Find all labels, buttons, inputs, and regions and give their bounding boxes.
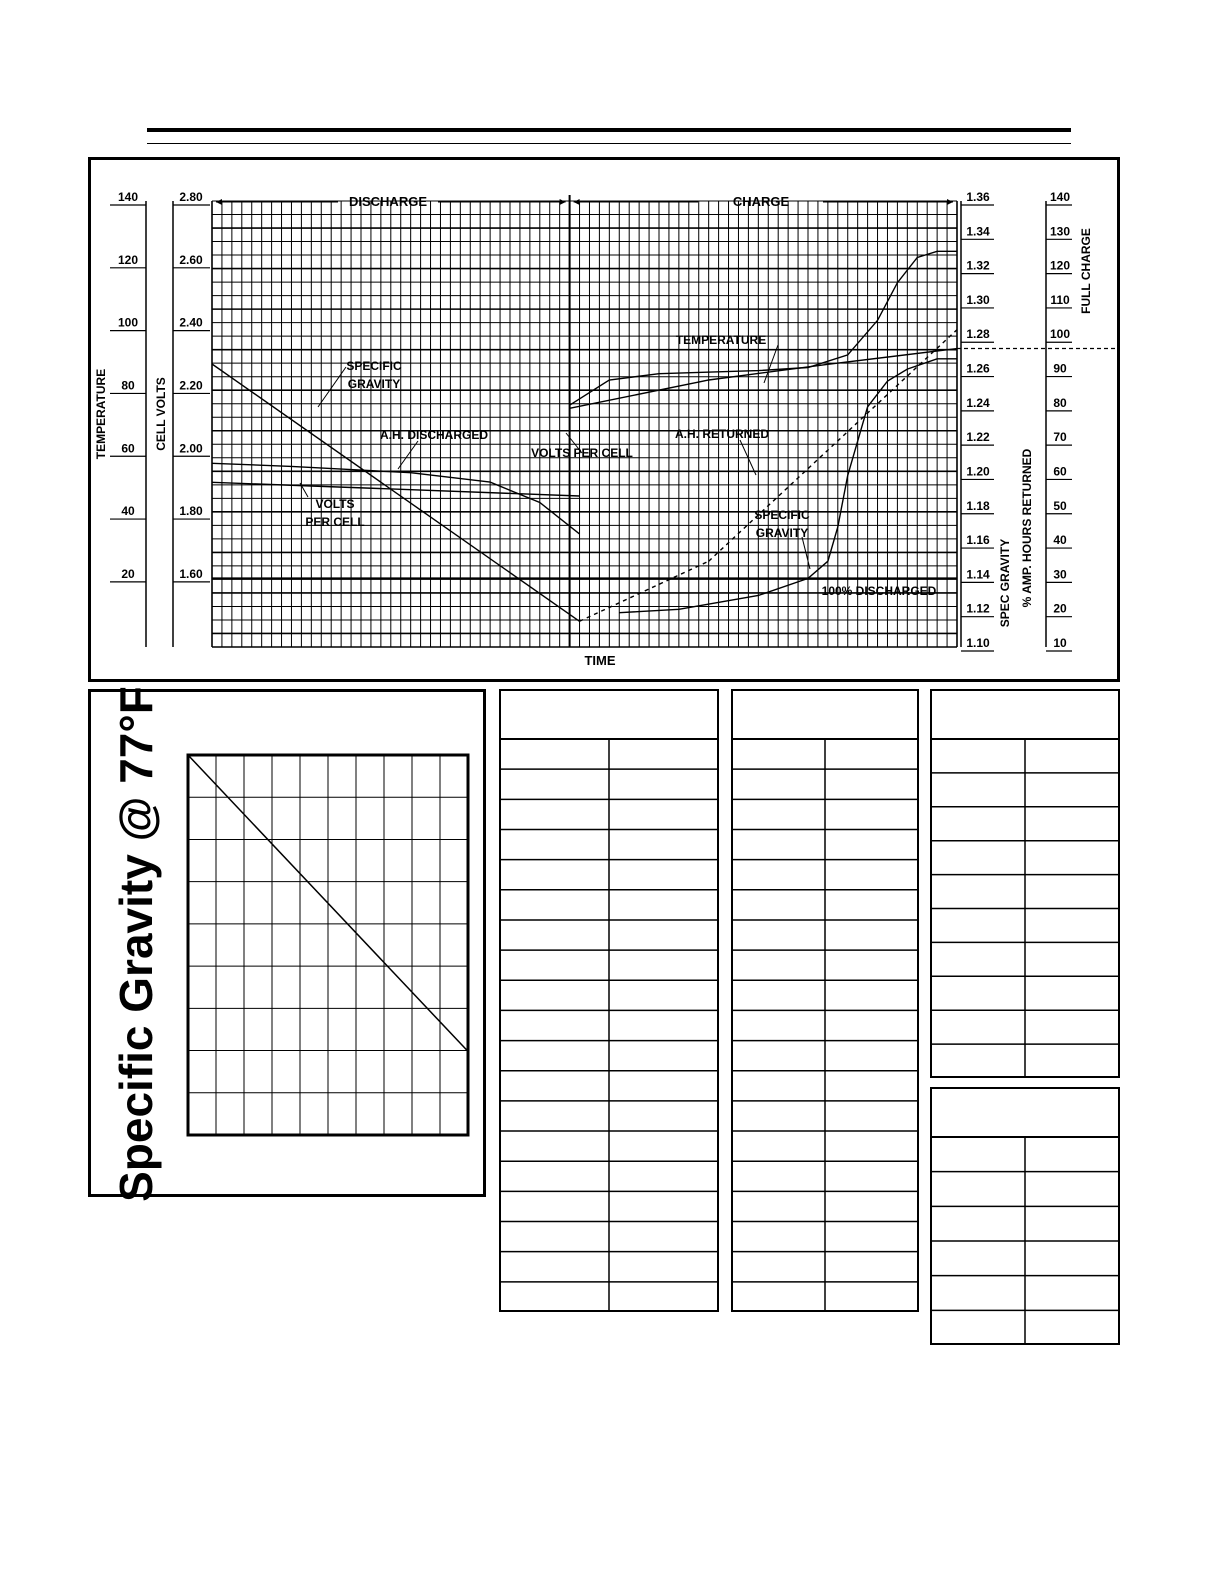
- cell-volts-tick-label: 1.80: [179, 504, 203, 519]
- annot-pct-discharged: 100% DISCHARGED: [821, 584, 937, 598]
- cell-volts-tick-label: 2.80: [179, 190, 203, 204]
- battery-cycle-chart: [88, 157, 1120, 682]
- phase-arrow-head: [947, 199, 953, 205]
- temperature-tick-label: 120: [117, 252, 139, 267]
- spec-gravity-tick-label: 1.26: [966, 361, 990, 376]
- spec-gravity-tick-label: 1.20: [966, 464, 990, 479]
- annot-vpc-discharge-1: VOLTS: [315, 497, 355, 511]
- pct-amp-hours-tick-label: 70: [1053, 430, 1067, 445]
- phase-arrow-head: [216, 199, 222, 205]
- annotation-leader: [764, 345, 778, 383]
- spec-gravity-tick-label: 1.36: [966, 190, 990, 204]
- pct-amp-hours-tick-label: 80: [1053, 395, 1067, 410]
- pct-amp-hours-tick-label: 10: [1053, 636, 1067, 650]
- cell-volts-tick-label: 2.40: [179, 315, 203, 330]
- spec-gravity-tick-label: 1.14: [966, 567, 990, 582]
- temperature-axis-label: TEMPERATURE: [94, 368, 108, 460]
- series-temperature: [570, 349, 957, 409]
- pct-amp-hours-tick-label: 130: [1049, 224, 1071, 239]
- temperature-tick-label: 40: [121, 504, 135, 519]
- series-volts-charge: [570, 251, 957, 405]
- pct-amp-hours-tick-label: 50: [1053, 498, 1067, 513]
- annot-sg-charge-1: SPECIFIC: [754, 508, 810, 522]
- annot-sg-discharge-2: GRAVITY: [347, 377, 401, 391]
- spec-gravity-tick-label: 1.32: [966, 258, 990, 273]
- annot-sg-charge-2: GRAVITY: [755, 526, 809, 540]
- pct-amp-hours-tick-label: 120: [1049, 258, 1071, 273]
- spec-gravity-tick-label: 1.28: [966, 327, 990, 342]
- annot-sg-discharge-1: SPECIFIC: [346, 359, 402, 373]
- header-rule-thin: [147, 143, 1071, 144]
- cell-volts-tick-label: 1.60: [179, 566, 203, 581]
- battery-cycle-chart-svg: [88, 157, 1120, 682]
- cell-volts-tick-label: 2.60: [179, 252, 203, 267]
- pct-amp-hours-tick-label: 90: [1053, 361, 1067, 376]
- temperature-tick-label: 20: [121, 566, 135, 581]
- annotation-leader: [318, 367, 346, 407]
- specific-gravity-panel: [88, 686, 486, 1202]
- cell-volts-tick-label: 2.20: [179, 378, 203, 393]
- series-ah-returned: [580, 561, 709, 621]
- phase-arrow-head: [560, 199, 566, 205]
- phase-discharge-label: DISCHARGE: [348, 194, 428, 209]
- spec-gravity-tick-label: 1.24: [966, 395, 990, 410]
- annot-temperature: TEMPERATURE: [675, 333, 767, 347]
- annot-ah-returned: A.H. RETURNED: [674, 427, 770, 441]
- spec-gravity-tick-label: 1.30: [966, 292, 990, 307]
- spec-gravity-tick-label: 1.16: [966, 533, 990, 548]
- annot-vpc-discharge-2: PER CELL: [305, 515, 365, 529]
- phase-arrow-head: [574, 199, 580, 205]
- temperature-tick-label: 100: [117, 315, 139, 330]
- temperature-tick-label: 80: [121, 378, 135, 393]
- blank-table-4: [930, 1087, 1120, 1345]
- full-charge-axis-label: FULL CHARGE: [1079, 228, 1093, 314]
- blank-table-1: [499, 689, 719, 1312]
- annot-ah-discharged: A.H. DISCHARGED: [379, 428, 489, 442]
- spec-gravity-tick-label: 1.12: [966, 601, 990, 616]
- blank-table-2: [731, 689, 919, 1312]
- pct-amp-hours-axis-label: % AMP. HOURS RETURNED: [1020, 448, 1034, 608]
- cell-volts-tick-label: 2.00: [179, 441, 203, 456]
- pct-amp-hours-tick-label: 100: [1049, 327, 1071, 342]
- series-sg-discharge: [212, 364, 580, 621]
- temperature-tick-label: 60: [121, 441, 135, 456]
- spec-gravity-axis-label: SPEC GRAVITY: [998, 538, 1012, 628]
- spec-gravity-tick-label: 1.10: [966, 636, 990, 650]
- temperature-tick-label: 140: [117, 190, 139, 204]
- spec-gravity-tick-label: 1.22: [966, 430, 990, 445]
- pct-amp-hours-tick-label: 110: [1050, 292, 1070, 307]
- blank-table-3: [930, 689, 1120, 1078]
- pct-amp-hours-tick-label: 30: [1053, 567, 1067, 582]
- specific-gravity-title: Specific Gravity @ 77°F: [110, 686, 162, 1202]
- pct-amp-hours-tick-label: 140: [1049, 190, 1071, 204]
- spec-gravity-tick-label: 1.18: [966, 498, 990, 513]
- pct-amp-hours-tick-label: 20: [1053, 601, 1067, 616]
- phase-charge-label: CHARGE: [732, 194, 790, 209]
- x-axis-label: TIME: [584, 653, 616, 668]
- pct-amp-hours-tick-label: 60: [1053, 464, 1067, 479]
- annot-vpc-charge: VOLTS PER CELL: [531, 446, 633, 460]
- pct-amp-hours-tick-label: 40: [1053, 533, 1067, 548]
- header-rule-thick: [147, 128, 1071, 132]
- cell-volts-axis-label: CELL VOLTS: [154, 377, 168, 451]
- spec-gravity-tick-label: 1.34: [966, 224, 990, 239]
